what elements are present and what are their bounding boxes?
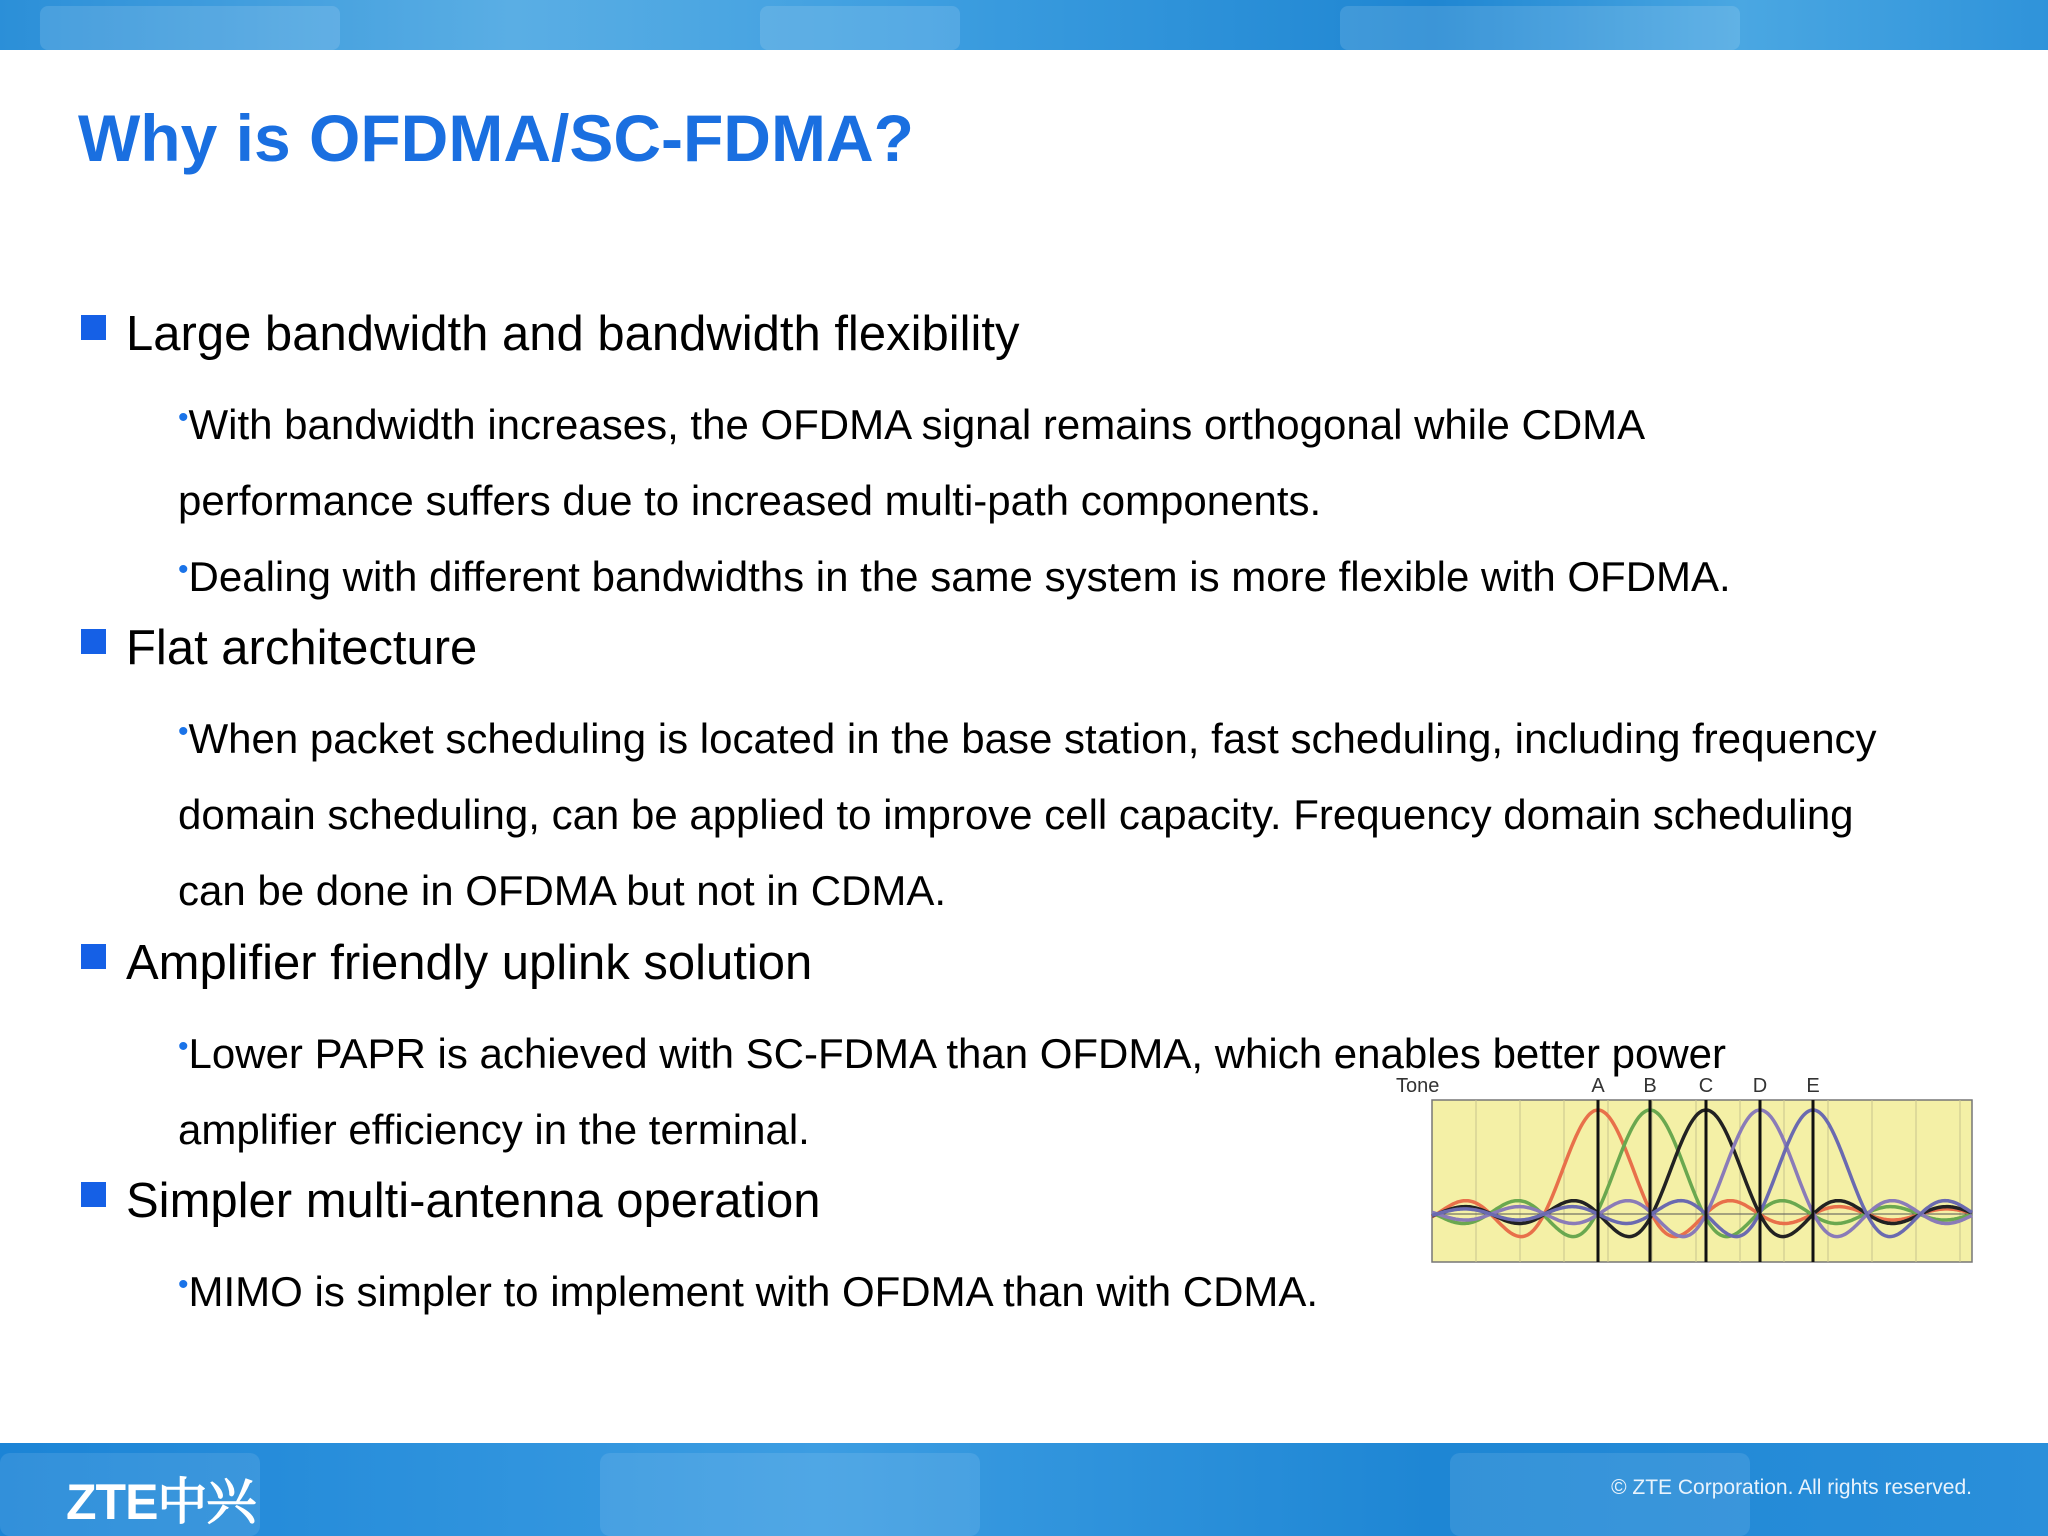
sub-bullet <box>178 694 1878 929</box>
bullet-heading <box>126 1173 821 1229</box>
zte-logo: ZTE中兴 <box>66 1474 256 1530</box>
sub-bullet-text: Dealing with different bandwidths in the same system is more flexible with OFDMA. <box>188 553 1731 600</box>
dot-bullet-icon: • <box>178 1268 189 1301</box>
header-band <box>0 0 2048 50</box>
sub-bullet-text: Lower PAPR is achieved with SC-FDMA than OFDMA, which enables better power amplifier efficiency in the terminal. <box>178 1030 1727 1153</box>
bullet-heading-text: Amplifier friendly uplink solution <box>126 936 813 990</box>
sub-bullet-text: With bandwidth increases, the OFDMA signal remains orthogonal while CDMA performance suffers due to increased multi-path components. <box>178 401 1643 524</box>
sub-bullet-text: When packet scheduling is located in the base station, fast scheduling, including frequency domain scheduling, can be applied to improve cell capacity. Frequency domain scheduling can be done in OFDMA but not in CDMA. <box>178 715 1877 914</box>
ofdm-subcarrier-figure <box>1388 1072 1988 1272</box>
dot-bullet-icon: • <box>178 1030 189 1063</box>
square-bullet-icon <box>81 629 106 654</box>
square-bullet-icon <box>81 944 106 969</box>
dot-bullet-icon: • <box>178 401 189 434</box>
bullet-heading-text: Simpler multi-antenna operation <box>126 1174 821 1228</box>
tone-label: C <box>1698 1075 1714 1097</box>
copyright-text: © ZTE Corporation. All rights reserved. <box>1611 1476 1972 1499</box>
sub-bullet-text: MIMO is simpler to implement with OFDMA than with CDMA. <box>188 1268 1319 1315</box>
tone-label: D <box>1752 1075 1768 1097</box>
bullet-heading <box>126 935 812 991</box>
sub-bullet <box>178 532 1878 615</box>
slide-title: Why is OFDMA/SC-FDMA? <box>78 101 914 175</box>
square-bullet-icon <box>81 315 106 340</box>
bullet-heading <box>126 306 1019 362</box>
tone-axis-label: Tone <box>1396 1075 1440 1097</box>
dot-bullet-icon: • <box>178 715 189 748</box>
sub-bullet <box>178 380 1878 539</box>
bullet-heading-text: Large bandwidth and bandwidth flexibility <box>126 307 1020 361</box>
tone-label: A <box>1591 1075 1605 1097</box>
bullet-heading-text: Flat architecture <box>126 621 478 675</box>
dot-bullet-icon: • <box>178 553 189 586</box>
bullet-heading <box>126 620 477 676</box>
square-bullet-icon <box>81 1182 106 1207</box>
tone-label: E <box>1806 1075 1820 1097</box>
tone-label: B <box>1643 1075 1657 1097</box>
